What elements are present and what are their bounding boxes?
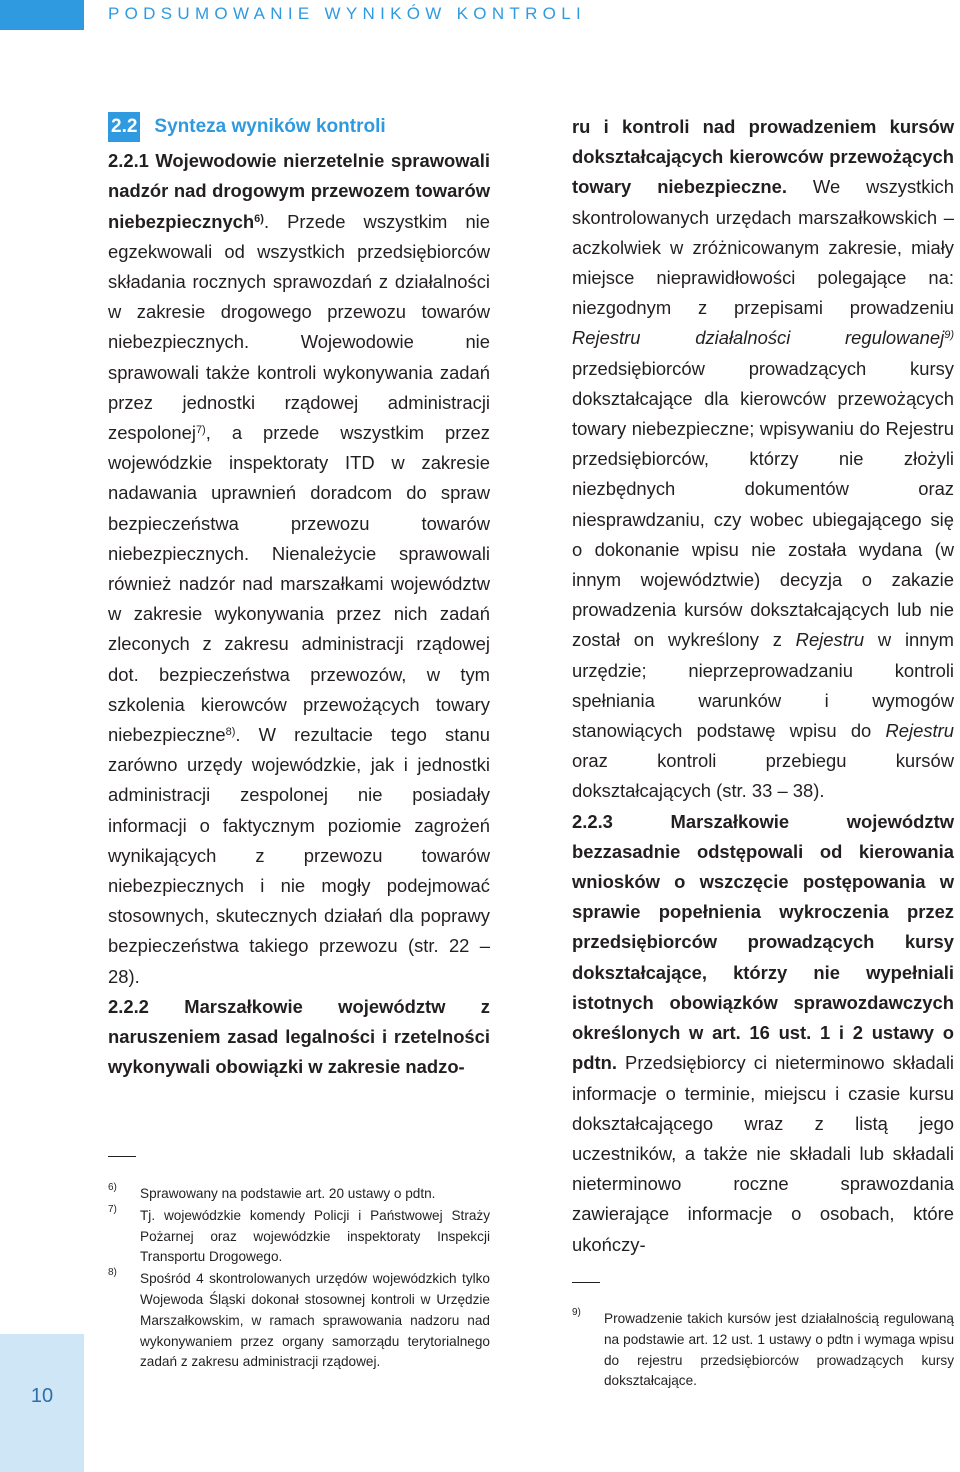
footnote-text: Spośród 4 skontrolowanych urzędów wojewódzkich tylko Wojewoda Śląski dokonał stosownej kontroli w Urzędzie Marszałkowskim, w ramach sprawowania nadzoru nad wykonywaniem przez organy samorządu terytorialnego zadań z zakresu administracji rządowej. [140,1271,490,1370]
footnote-9 [572,1309,954,1392]
footnote-mark: 7) [108,1203,117,1215]
footnote-7 [108,1203,490,1268]
footnote-ref-9: 9) [944,329,954,342]
footnote-mark: 9) [572,1307,581,1318]
finding-2-text-c: w innym urzędzie; nieprzeprowadzaniu kontroli spełniania warunków i wymogów stanowiących podstawę wpisu do [572,629,954,742]
finding-2-text-d: oraz kontroli przebiegu kursów dokształcających (str. 33 – 38). [572,750,954,802]
footnote-text: Tj. wojewódzkie komendy Policji i Państwowej Straży Pożarnej oraz wojewódzkie inspektoraty Inspekcji Transportu Drogowego. [140,1207,490,1265]
finding-3-paragraph [572,807,954,1260]
header-accent-bar [0,0,84,30]
finding-1-paragraph [108,146,490,992]
finding-1-heading: 2.2.1 Wojewodowie nierzetelnie sprawowali nadzór nad drogowym przewozem towarów niebezpiecznych [108,150,490,232]
footnote-ref-6: 6) [254,212,264,225]
finding-2-paragraph [572,112,954,807]
footnote-mark: 8) [108,1267,117,1279]
right-column [572,112,954,1260]
page-number: 10 [30,1385,54,1407]
footnote-divider-right [572,1282,600,1283]
finding-2-heading-end: ru i kontroli nad prowadzeniem kursów dokształcających kierowców przewożących towary niebezpieczne. [572,116,954,198]
left-column [108,112,490,1083]
section-number: 2.2 [108,112,140,142]
register-ref-2: Rejestru [885,720,954,742]
footnote-8 [108,1269,490,1373]
footnote-text: Prowadzenie takich kursów jest działalnością regulowaną na podstawie art. 12 ust. 1 ustawy o pdtn i wymaga wpisu do rejestru przedsiębiorców prowadzących kursy dokształcające. [604,1311,954,1389]
running-header: PODSUMOWANIE WYNIKÓW KONTROLI [108,4,586,23]
finding-1-text-a: . Przede wszystkim nie egzekwowali od wszystkich przedsiębiorców składania rocznych sprawozdań z działalności w zakresie drogowego przewozu towarów niebezpiecznych. Wojewodowie nie sprawowali także kontroli wykonywania zadań przez jednostki rządowej administracji zespolonej [108,210,490,444]
footnote-text: Sprawowany na podstawie art. 20 ustawy o pdtn. [140,1186,436,1201]
section-heading [108,112,490,142]
finding-1-text-c: . W rezultacie tego stanu zarówno urzędy wojewódzkie, jak i jednostki administracji zespolonej nie posiadały informacji o faktycznym poziomie zagrożeń wynikających z przewozu towarów niebezpiecznych i nie mogły podejmować stosownych, skutecznych działań dla poprawy bezpieczeństwa takiego przewozu (str. 22 – 28). [108,724,490,987]
footnotes-left [108,1184,490,1374]
finding-2-heading-start: 2.2.2 Marszałkowie województw z naruszeniem zasad legalności i rzetelności wykonywali obowiązki w zakresie nadzo- [108,995,490,1078]
register-ref-1: Rejestru [795,629,865,651]
footnote-mark: 6) [108,1182,117,1193]
finding-2-text-b: przedsiębiorców prowadzących kursy dokształcające dla kierowców przewożących towary niebezpieczne; wpisywaniu do Rejestru przedsiębiorców, którzy nie złożyli niezbędnych dokumentów oraz niesprawdzaniu, czy wobec ubiegającego się o dokonanie wpisu nie została wydana (w innym województwie) decyzja o zakazie prowadzenia kursów dokształcających lub nie został on wykreślony z [572,357,954,651]
section-title: Synteza wyników kontroli [154,116,386,137]
footnote-divider-left [108,1156,136,1157]
register-name: Rejestru działalności regulowanej [572,327,945,349]
footnote-6 [108,1184,490,1205]
finding-3-heading: 2.2.3 Marszałkowie województw bezzasadnie odstępowali od kierowania wniosków o wszczęcie postępowania w sprawie popełnienia wykroczenia przez przedsiębiorców prowadzących kursy dokształcające, którzy nie wypełniali istotnych obowiązków sprawozdawczych określonych w art. 16 ust. 1 i 2 ustawy o pdtn. [572,810,954,1074]
finding-1-text-b: , a przede wszystkim przez wojewódzkie inspektoraty ITD w zakresie nadawania uprawnień doradcom do spraw bezpieczeństwa przewozu towarów niebezpiecznych. Nienależycie sprawowali również nadzór nad marszałkami województw w zakresie wykonywania przez nich zadań zleconych z zakresu administracji rządowej dot. bezpieczeństwa przewozów, w tym szkolenia kierowców przewożących towary niebezpieczne [108,422,490,746]
footnote-ref-8: 8) [225,726,236,739]
finding-2-text-a: We wszystkich skontrolowanych urzędach marszałkowskich – aczkolwiek w zróżnicowanym zakresie, miały miejsce nieprawidłowości polegające na: niezgodnym z przepisami prowadzeniu [572,176,954,319]
finding-3-text: Przedsiębiorcy ci nieterminowo składali informacje o terminie, miejscu i czasie kursu dokształcającego wraz z listą jego uczestników, a także nie składali lub składali nieterminowo roczne sprawozdania zawierające informacje o osobach, które ukończy- [572,1052,954,1255]
footnote-ref-7: 7) [195,424,206,437]
footnotes-right [572,1309,954,1393]
